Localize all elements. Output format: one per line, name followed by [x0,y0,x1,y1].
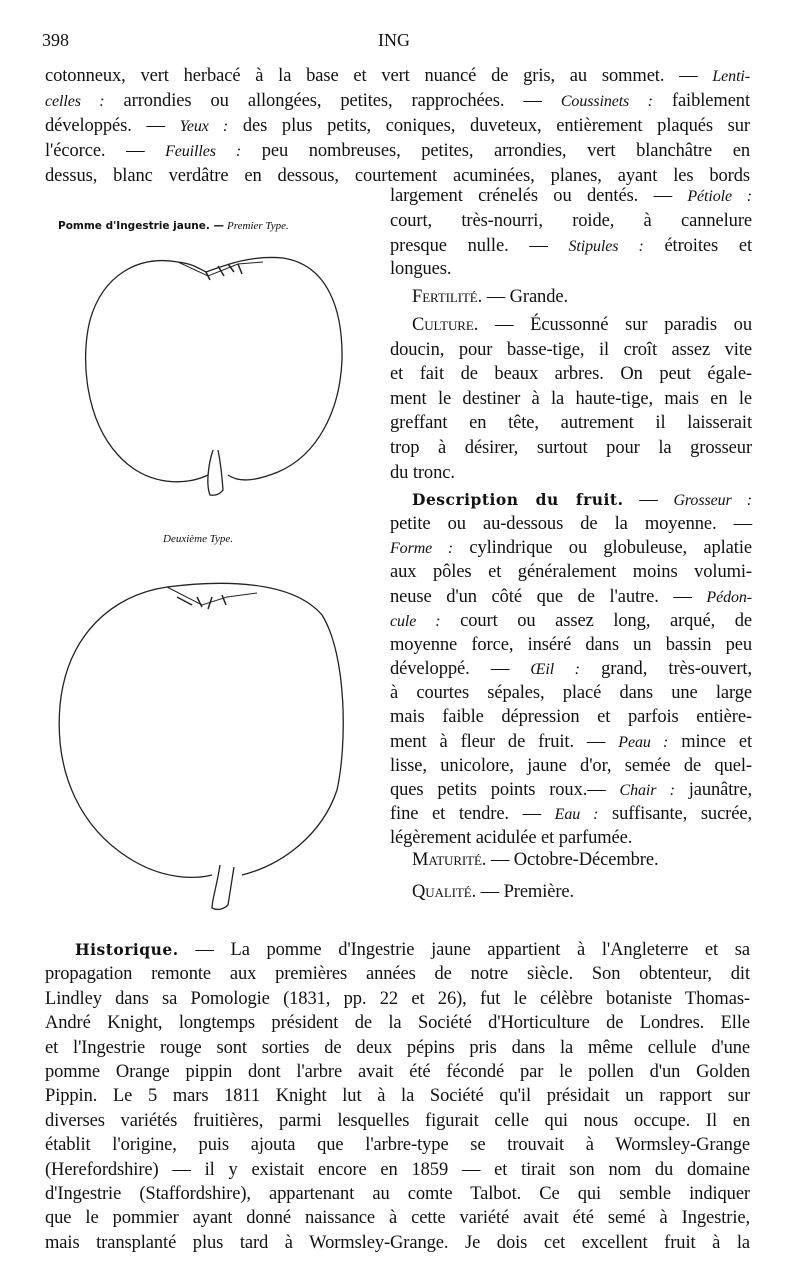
text-fragment: ques petits points roux.— [390,779,620,800]
text-line [45,89,750,114]
text-fragment: développé. — [390,659,531,680]
text-fragment: mais faible dépression et parfois entière- [390,707,752,728]
text-line [75,938,750,962]
text-line [45,139,750,164]
figure-caption-2: Deuxième Type. [163,533,234,545]
text-fragment: Feuilles : [165,143,242,160]
text-fragment: des plus petits, coniques, duveteux, entièrement plaqués sur [228,116,750,136]
text-fragment: Coussinets : [560,93,653,110]
text-fragment: et fait de beaux arbres. On peut égale- [390,364,752,385]
text-line [412,313,752,337]
text-fragment: étroites et [643,236,752,256]
text-fragment: arrondies ou allongées, petites, rapprochées. — [104,91,561,111]
text-fragment: peu nombreuses, petites, arrondies, vert blanchâtre en [241,141,750,161]
section-heading: Culture. [412,315,479,335]
text-line [390,585,752,610]
text-line [45,1109,750,1133]
text-fragment: presque nulle. — [390,236,569,256]
text-fragment: à courtes sépales, placé dans une large [390,683,752,704]
text-line [412,285,752,309]
text-line [390,826,752,850]
text-line [390,234,752,259]
text-fragment: court, très-nourri, roide, à cannelure [390,211,752,231]
text-fragment: l'écorce. — [45,141,166,161]
text-fragment: ment à fleur de fruit. — [390,731,619,752]
text-fragment: mince et [668,731,753,752]
text-line [390,461,752,485]
text-line [45,1158,750,1182]
text-fragment: aux pôles et généralement moins volumi- [390,562,752,583]
section-heading: Fertilité. [412,287,483,307]
text-fragment: faiblement [652,91,750,111]
text-fragment: du tronc. [390,462,455,483]
text-fragment: diverses variétés fruitières, parmi lesquelles figurait celle qui nous occupe. Il en [45,1110,750,1131]
text-fragment: que le pommier ayant donné naissance à cette variété avait été semé à Ingestrie, [45,1208,750,1229]
text-line [45,1011,750,1035]
text-fragment: Forme : [390,540,454,558]
text-fragment: — La pomme d'Ingestrie jaune appartient à l'Angleterre et sa [178,940,750,960]
text-line [390,257,752,281]
text-fragment: court ou assez long, arqué, de [440,610,752,631]
text-fragment: trop à désirer, surtout pour la grosseur [390,438,752,458]
text-fragment: Pippin. Le 5 mars 1811 Knight lut à la Société qu'il présidait un rapport sur [45,1086,750,1107]
text-fragment: dessus, blanc verdâtre en dessous, courtement acuminées, planes, ayant les bords [45,166,750,186]
caption-1-type: Premier Type. [227,220,289,232]
text-fragment: Grosseur : [673,492,752,509]
text-line [412,488,752,513]
text-line [390,754,752,778]
caption-1-main: Pomme d'Ingestrie jaune. — [58,220,225,232]
text-fragment: propagation remonte aux premières années de notre siècle. Son obtenteur, dit [45,964,750,985]
text-fragment: développés. — [45,116,180,136]
text-fragment: (Herefordshire) — il y existait encore en 1859 — et tirait son nom du domaine [45,1159,750,1180]
apple-illustration-second-type [52,575,352,915]
text-fragment: celles : [45,93,105,110]
text-fragment: Lindley dans sa Pomologie (1831, pp. 22 et 26), fut le célèbre botaniste Thomas- [45,988,750,1009]
text-fragment: Lenti- [712,68,750,85]
text-line [45,962,750,986]
section-heading: Maturité. [412,850,487,870]
text-line [45,1182,750,1206]
text-fragment: — Octobre-Décembre. [486,850,659,870]
text-fragment: ment le destiner à la haute-tige, mais en le [390,388,752,409]
text-line [412,848,752,872]
text-fragment: largement crénelés ou dentés. — [390,186,688,206]
text-line [390,338,752,362]
text-line [390,436,752,460]
text-line [390,778,752,803]
text-fragment: Peau : [618,733,669,751]
text-fragment: petite ou au-dessous de la moyenne. — [390,514,752,535]
text-line [390,730,752,755]
text-line [390,411,752,435]
text-fragment: moyenne force, inséré dans un bassin peu [390,634,752,655]
text-line [390,609,752,634]
text-fragment: pomme Orange pippin dont l'arbre avait été fécondé par le pollen d'un Golden [45,1062,750,1082]
text-line [390,512,752,536]
text-fragment: et l'Ingestrie rouge sont sorties de deux pépins pris dans la même cellule d'une [45,1037,750,1058]
text-line [390,657,752,682]
text-line [45,1060,750,1084]
text-fragment: doucin, pour basse-tige, il croît assez vite [390,339,752,360]
text-fragment: longues. [390,259,452,279]
section-heading: Description du fruit. [412,490,624,509]
text-line [390,184,752,209]
text-line [390,802,752,827]
text-line [45,1206,750,1230]
text-fragment: mais transplanté plus tard à Wormsley-Grange. Je dois cet excellent fruit à la [45,1232,750,1253]
text-fragment: neuse d'un côté que de l'autre. — [390,586,707,607]
section-heading: Historique. [75,940,179,959]
text-line [45,1231,750,1255]
text-fragment: jaunâtre, [674,779,752,800]
page-number: 398 [42,30,69,50]
section-heading: Qualité. [412,882,477,902]
text-line [390,362,752,386]
text-fragment: lisse, unicolore, jaune d'or, semée de quel- [390,755,752,776]
text-fragment: — Grande. [482,287,568,307]
text-fragment: établit l'origine, puis ajouta que l'arbre-type se trouvait à Wormsley-Grange [45,1135,750,1156]
text-fragment: — Première. [476,882,575,902]
text-line [390,387,752,411]
text-fragment: cotonneux, vert herbacé à la base et vert nuancé de gris, au sommet. — [45,66,713,86]
text-fragment: Eau : [554,805,599,823]
text-line [45,987,750,1011]
text-line [45,1084,750,1108]
text-fragment: Stipules : [568,238,644,255]
text-fragment: suffisante, sucrée, [598,803,752,824]
text-fragment: André Knight, longtemps président de la Société d'Horticulture de Londres. Elle [45,1013,750,1034]
text-fragment: d'Ingestrie (Staffordshire), appartenant au comte Talbot. Ce qui semble indiquer [45,1184,750,1204]
text-line [412,880,752,904]
text-line [45,64,750,89]
text-fragment: Œil : [530,661,580,679]
apple-illustration-first-type [78,250,358,500]
running-title: ING [378,30,410,50]
text-line [45,1036,750,1060]
text-fragment: cule : [390,612,441,630]
figure-caption-1 [58,218,289,233]
text-fragment: Pétiole : [687,188,752,205]
text-line [390,705,752,729]
text-fragment: — Écussonné sur paradis ou [478,315,752,335]
text-fragment: greffant en tête, autrement il laisserait [390,413,752,434]
text-fragment: grand, très-ouvert, [579,659,752,680]
text-fragment: légèrement acidulée et parfumée. [390,828,633,849]
text-fragment: Chair : [619,781,675,799]
text-line [45,1133,750,1157]
text-line [390,560,752,584]
text-fragment: Pédon- [706,588,752,606]
text-fragment: — [623,490,674,510]
text-fragment: cylindrique ou globuleuse, aplatie [453,538,752,559]
text-fragment: Yeux : [179,118,229,135]
text-fragment: fine et tendre. — [390,803,555,824]
text-line [45,114,750,139]
text-line [390,536,752,561]
text-line [390,633,752,657]
text-line [390,209,752,233]
text-line [390,681,752,705]
